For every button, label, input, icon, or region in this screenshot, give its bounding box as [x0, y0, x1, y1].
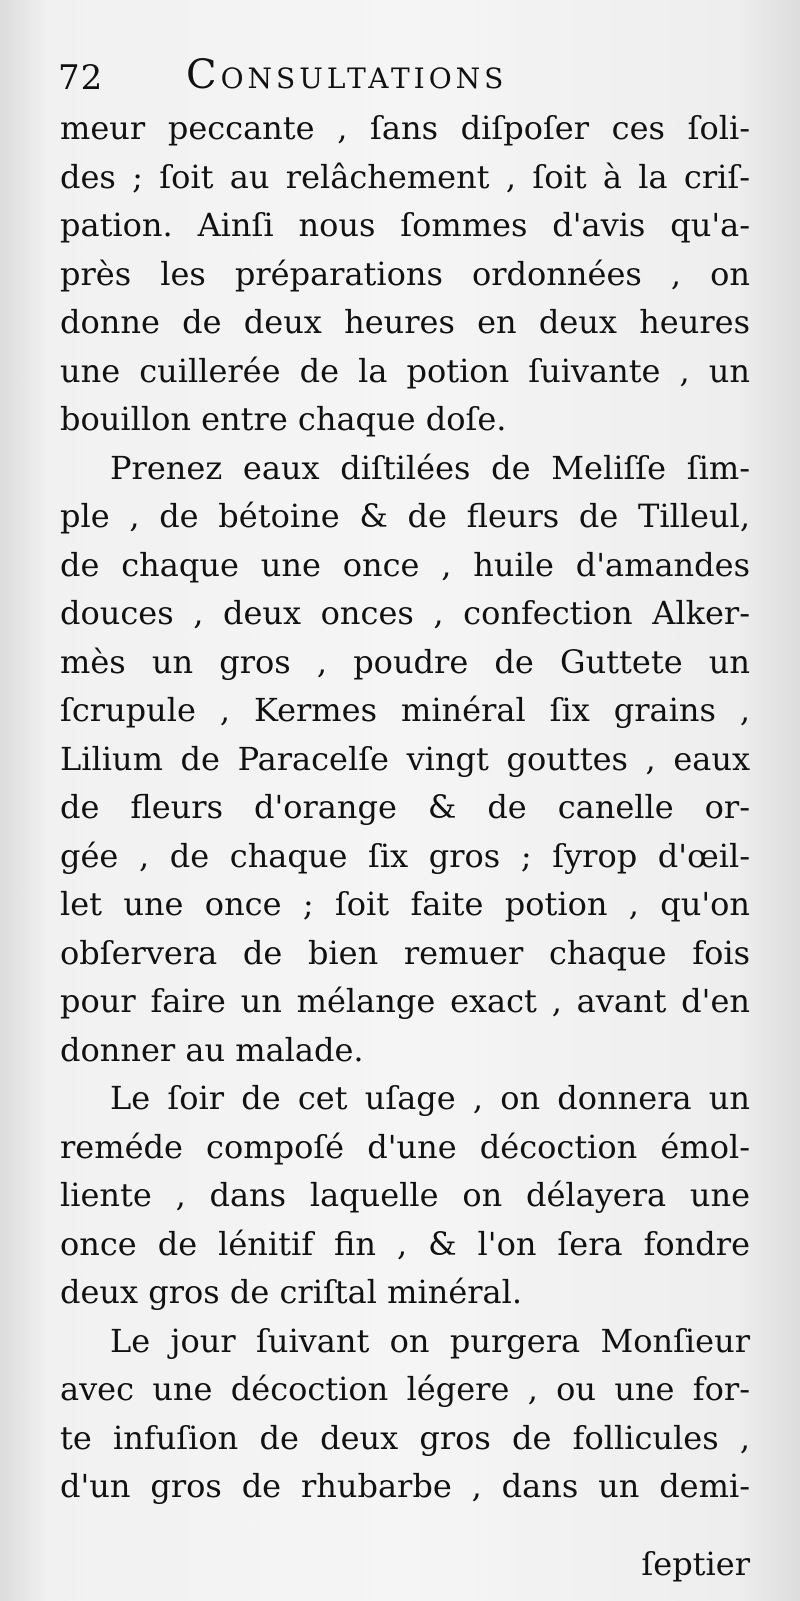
text-line: pation. Ainſi nous ſommes d'avis qu'a- — [60, 206, 750, 244]
text-line: douces , deux onces , confection Alker- — [60, 594, 750, 632]
text-line: pour faire un mélange exact , avant d'en — [60, 982, 750, 1020]
text-line: mès un gros , poudre de Guttete un — [60, 642, 750, 681]
text-line: donne de deux heures en deux heures — [60, 303, 750, 341]
text-line: Le jour ſuivant on purgera Monſieur — [110, 1321, 750, 1360]
text-line: let une once ; ſoit faite potion , qu'on — [60, 885, 750, 923]
text-line: Prenez eaux diſtilées de Meliſſe ſim- — [110, 448, 750, 487]
text-line: d'un gros de rhubarbe , dans un demi- — [60, 1467, 750, 1505]
page-number: 72 — [58, 58, 104, 98]
text-line: donner au malade. — [60, 1030, 364, 1069]
text-line: bouillon entre chaque doſe. — [60, 400, 507, 438]
running-title: Consultations — [186, 52, 508, 98]
text-line: obſervera de bien remuer chaque fois — [60, 933, 750, 972]
text-line: une cuillerée de la potion ſuivante , un — [60, 351, 750, 390]
catchword: ſeptier — [641, 1545, 750, 1583]
text-line: de fleurs d'orange & de canelle or- — [60, 788, 750, 826]
text-line: reméde compoſé d'une décoction émol- — [60, 1127, 750, 1166]
text-line: près les préparations ordonnées , on — [60, 254, 750, 293]
text-line: des ; ſoit au relâchement , ſoit à la criſ- — [60, 157, 750, 196]
text-line: deux gros de criſtal minéral. — [60, 1273, 523, 1311]
text-line: ple , de bétoine & de fleurs de Tilleul, — [60, 497, 750, 535]
text-line: avec une décoction légere , ou une for- — [60, 1370, 750, 1408]
text-line: liente , dans laquelle on délayera une — [60, 1176, 750, 1214]
text-line: Lilium de Paracelſe vingt gouttes , eaux — [60, 739, 750, 778]
text-line: de chaque une once , huile d'amandes — [60, 545, 750, 584]
text-line: te infuſion de deux gros de follicules , — [60, 1418, 750, 1457]
text-line: meur peccante , ſans diſpoſer ces ſoli- — [60, 109, 750, 147]
page-header — [54, 52, 754, 108]
text-line: ſcrupule , Kermes minéral ſix grains , — [60, 691, 750, 729]
text-line: gée , de chaque ſix gros ; ſyrop d'œil- — [60, 836, 750, 875]
text-line: Le ſoir de cet uſage , on donnera un — [110, 1079, 750, 1117]
text-line: once de lénitif fin , & l'on ſera fondre — [60, 1224, 750, 1263]
body-text — [60, 104, 750, 1511]
